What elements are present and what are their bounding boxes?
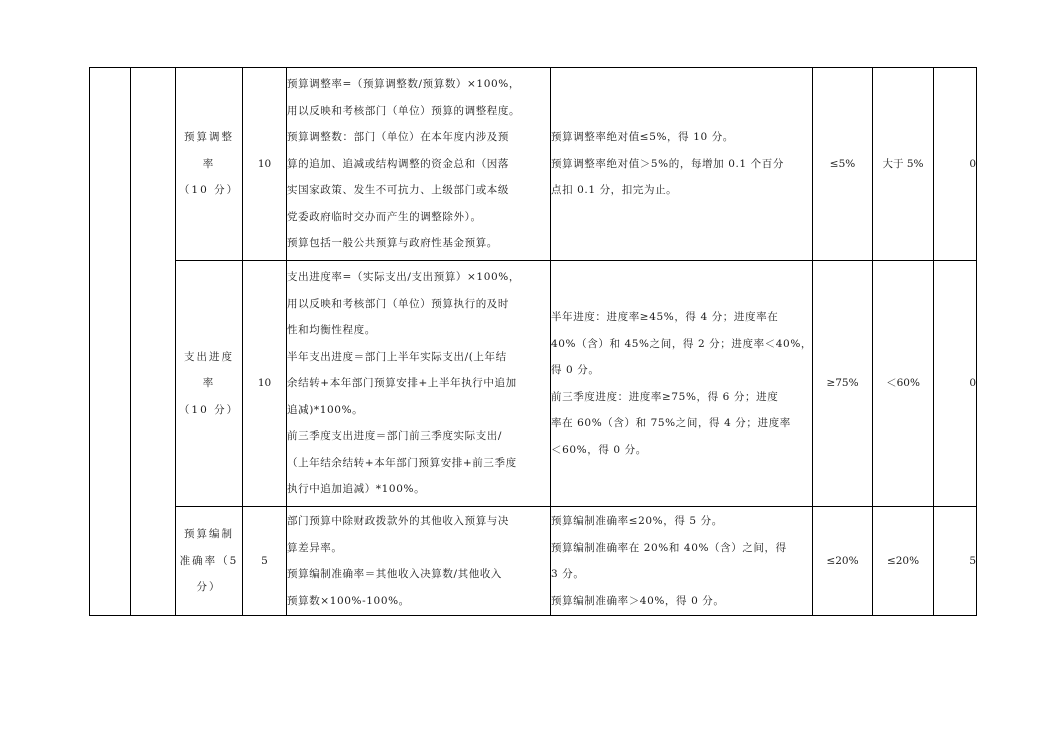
description-line: 执行中追加追减）*100%。 (287, 483, 426, 496)
description-line: 用以反映和考核部门（单位）预算执行的及时 (287, 297, 509, 310)
description-line: 用以反映和考核部门（单位）预算的调整程度。 (287, 104, 521, 117)
criteria-line: 3 分。 (551, 568, 585, 580)
indicator-cell (176, 261, 243, 507)
actual-value-cell: ≤20% (873, 507, 934, 616)
table-row (90, 507, 977, 616)
target-value-cell: ≤20% (813, 507, 873, 616)
description-line: 支出进度率=（实际支出/支出预算）×100%， (287, 271, 520, 284)
criteria-line: 率在 60%（含）和 75%之间，得 4 分；进度率 (551, 417, 791, 429)
criteria-line: 预算编制准确率≤20%，得 5 分。 (551, 515, 723, 527)
description-line: 追减)*100%。 (287, 403, 364, 416)
indicator-cell (176, 68, 243, 261)
actual-value-cell: 大于 5% (873, 68, 934, 261)
indicator-text: 准确率（5 (179, 554, 239, 567)
indicator-text: （10 分） (178, 184, 240, 197)
criteria-line: 预算编制准确率在 20%和 40%（含）之间，得 (551, 541, 787, 554)
secondary-category-cell (131, 68, 176, 616)
description-line: 算的追加、追减或结构调整的资金总和（因落 (287, 157, 509, 170)
criteria-line: 预算调整率绝对值≤5%，得 10 分。 (551, 131, 734, 144)
description-cell (287, 261, 551, 507)
criteria-line: 半年进度：进度率≥45%，得 4 分；进度率在 (551, 311, 779, 323)
indicator-text: 预算调整 (184, 131, 234, 144)
description-line: （上年结余结转+本年部门预算安排+前三季度 (287, 456, 517, 469)
indicator-text: （10 分） (178, 403, 240, 416)
description-line: 预算调整数：部门（单位）在本年度内涉及预 (287, 131, 509, 144)
target-value-cell: ≤5% (813, 68, 873, 261)
score-cell: 5 (934, 507, 977, 616)
criteria-line: 前三季度进度：进度率≥75%，得 6 分；进度 (551, 390, 779, 403)
indicator-text: 率 (202, 157, 216, 170)
points-cell: 10 (243, 68, 287, 261)
criteria-line: 得 0 分。 (551, 364, 600, 376)
indicator-text: 分） (196, 581, 222, 594)
criteria-line: 点扣 0.1 分，扣完为止。 (551, 184, 678, 197)
description-line: 预算数×100%-100%。 (287, 594, 410, 607)
primary-category-cell (90, 68, 131, 616)
description-line: 半年支出进度＝部门上半年实际支出/(上年结 (287, 350, 507, 363)
description-line: 预算包括一般公共预算与政府性基金预算。 (287, 237, 498, 250)
criteria-line: 预算调整率绝对值＞5%的，每增加 0.1 个百分 (551, 157, 784, 170)
description-line: 实国家政策、发生不可抗力、上级部门或本级 (287, 184, 509, 197)
indicator-text: 预算编制 (184, 528, 234, 541)
description-line: 部门预算中除财政拨款外的其他收入预算与决 (287, 515, 509, 527)
criteria-line: ＜60%，得 0 分。 (551, 443, 647, 456)
description-line: 党委政府临时交办而产生的调整除外）。 (287, 210, 482, 223)
description-line: 前三季度支出进度＝部门前三季度实际支出/ (287, 430, 503, 443)
description-cell (287, 507, 551, 616)
indicator-text: 率 (202, 377, 216, 390)
target-value-cell: ≥75% (813, 261, 873, 507)
indicator-cell (176, 507, 243, 616)
description-cell (287, 68, 551, 261)
indicator-text: 支出进度 (184, 350, 234, 363)
criteria-line: 预算编制准确率＞40%，得 0 分。 (551, 594, 725, 607)
criteria-line: 40%（含）和 45%之间，得 2 分；进度率＜40%， (551, 337, 813, 350)
criteria-cell (551, 261, 813, 507)
table-row (90, 261, 977, 507)
criteria-cell (551, 507, 813, 616)
description-line: 预算调整率=（预算调整数/预算数）×100%， (287, 78, 520, 91)
score-cell: 0 (934, 261, 977, 507)
description-line: 余结转+本年部门预算安排+上半年执行中追加 (287, 377, 517, 390)
performance-score-table (89, 67, 977, 616)
description-line: 预算编制准确率＝其他收入决算数/其他收入 (287, 568, 503, 580)
criteria-cell (551, 68, 813, 261)
score-cell: 0 (934, 68, 977, 261)
table-row (90, 68, 977, 261)
description-line: 算差异率。 (287, 541, 343, 554)
points-cell: 10 (243, 261, 287, 507)
description-line: 性和均衡性程度。 (287, 324, 376, 337)
points-cell: 5 (243, 507, 287, 616)
actual-value-cell: ＜60% (873, 261, 934, 507)
